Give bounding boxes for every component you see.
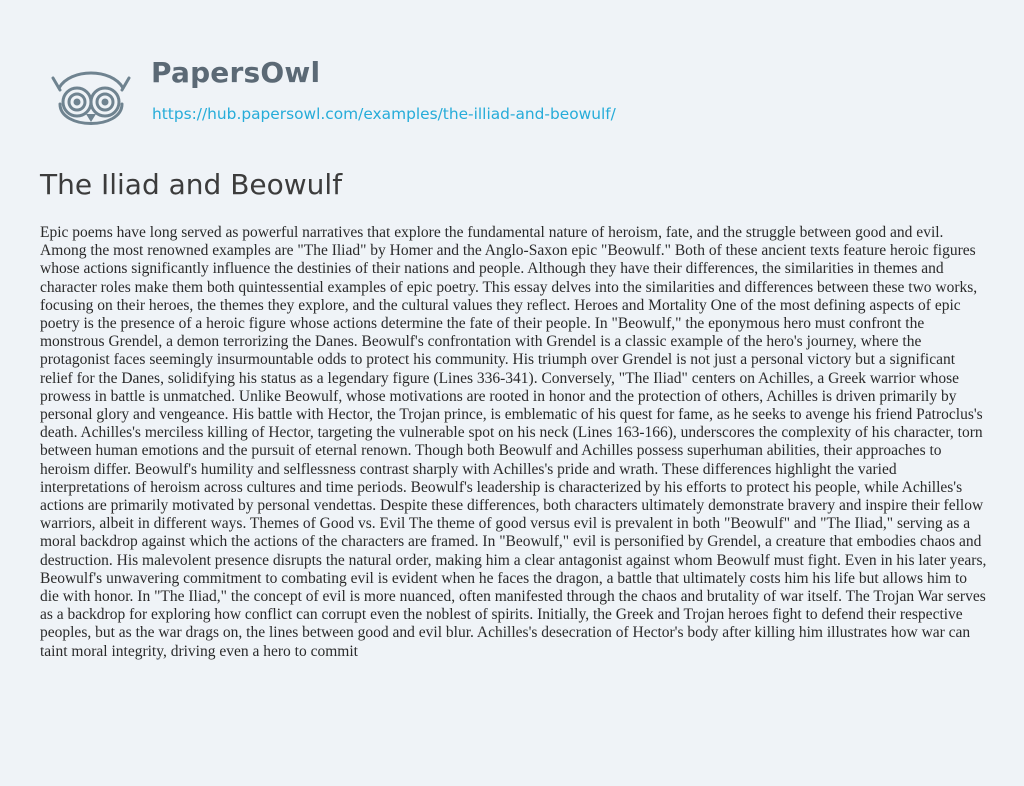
- brand-name: PapersOwl: [151, 56, 321, 89]
- essay-body: Epic poems have long served as powerful narratives that explore the fundamental nature of heroism, fate, and the struggle between good and evil. Among the most renowned examples are "The Iliad" by Homer and the Anglo-Saxon epic "Beowulf." Both of these ancient texts feature heroic figures whose actions significantly influence the destinies of their nations and people. Although they have their differences, the similarities in themes and character roles make them both quintessential examples of epic poetry. This essay delves into the similarities and differences between these two works, focusing on their heroes, the themes they explore, and the cultural values they reflect. Heroes and Mortality One of the most defining aspects of epic poetry is the presence of a heroic figure whose actions determine the fate of their people. In "Beowulf," the eponymous hero must confront the monstrous Grendel, a demon terrorizing the Danes. Beowulf's confrontation with Grendel is a classic example of the hero's journey, where the protagonist faces seemingly insurmountable odds to protect his community. His triumph over Grendel is not just a personal victory but a significant relief for the Danes, solidifying his status as a legendary figure (Lines 336-341). Conversely, "The Iliad" centers on Achilles, a Greek warrior whose prowess in battle is unmatched. Unlike Beowulf, whose motivations are rooted in honor and the protection of others, Achilles is driven primarily by personal glory and vengeance. His battle with Hector, the Trojan prince, is emblematic of his quest for fame, as he seeks to avenge his friend Patroclus's death. Achilles's merciless killing of Hector, targeting the vulnerable spot on his neck (Lines 163-166), underscores the complexity of his character, torn between human emotions and the pursuit of eternal renown. Though both Beowulf and Achilles possess superhuman abilities, their approaches to heroism differ. Beowulf's humility and selflessness contrast sharply with Achilles's pride and wrath. These differences highlight the varied interpretations of heroism across cultures and time periods. Beowulf's leadership is characterized by his efforts to protect his people, while Achilles's actions are primarily motivated by personal vendettas. Despite these differences, both characters ultimately demonstrate bravery and inspire their fellow warriors, albeit in different ways. Themes of Good vs. Evil The theme of good versus evil is prevalent in both "Beowulf" and "The Iliad," serving as a moral backdrop against which the actions of the characters are framed. In "Beowulf," evil is personified by Grendel, a creature that embodies chaos and destruction. His malevolent presence disrupts the natural order, making him a clear antagonist against whom Beowulf must fight. Even in his later years, Beowulf's unwavering commitment to combating evil is evident when he faces the dragon, a battle that ultimately costs him his life but allows him to die with honor. In "The Iliad," the concept of evil is more nuanced, often manifested through the chaos and brutality of war itself. The Trojan War serves as a backdrop for exploring how conflict can corrupt even the noblest of spirits. Initially, the Greek and Trojan heroes fight to defend their respective peoples, but as the war drags on, the lines between good and evil blur. Achilles's desecration of Hector's body after killing him illustrates how war can taint moral integrity, driving even a hero to commit: [40, 224, 987, 660]
- source-url-link[interactable]: https://hub.papersowl.com/examples/the-illiad-and-beowulf/: [152, 105, 616, 123]
- owl-logo-icon[interactable]: [46, 60, 136, 140]
- page-title: The Iliad and Beowulf: [40, 168, 343, 201]
- site-header: [46, 56, 1006, 140]
